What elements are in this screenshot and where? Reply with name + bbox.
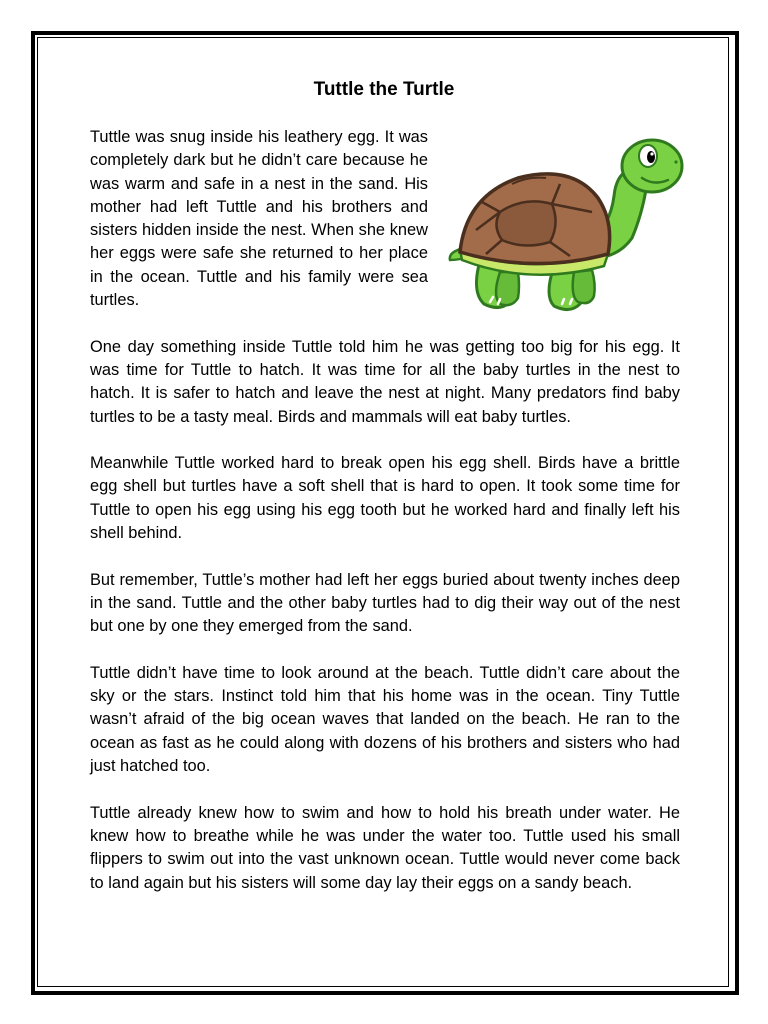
paragraph-6: Tuttle already knew how to swim and how to hold his breath under water. He knew how to breathe while he was under the water too. Tuttle used his small flippers to swim out into the vast unknown ocean. Tuttle would never come back to land again but his sisters will some day lay their eggs on a sandy beach.	[90, 803, 680, 892]
turtle-icon	[442, 126, 692, 321]
paragraph-1: Tuttle was snug inside his leathery egg. It was completely dark but he didn’t care because he was warm and safe in a nest in the sand. His mother had left Tuttle and his brothers and sisters hidden inside the nest. When she knew her eggs were safe she returned to her place in the ocean. Tuttle and his family were sea turtles.	[90, 128, 428, 310]
document-title: Tuttle the Turtle	[313, 79, 455, 100]
paragraph-5: Tuttle didn’t have time to look around at the beach. Tuttle didn’t care about the sky or the stars. Instinct told him that his home was in the ocean. Tiny Tuttle wasn’t afraid of the big ocean waves that landed on the beach. He ran to the ocean as fast as he could along with dozens of his brothers and sisters who had just hatched too.	[90, 663, 680, 776]
story-body	[90, 126, 680, 918]
paragraph-3: Meanwhile Tuttle worked hard to break open his egg shell. Birds have a brittle egg shell but turtles have a soft shell that is hard to open. It took some time for Tuttle to open his egg using his egg tooth but he worked hard and finally left his shell behind.	[90, 454, 680, 543]
paragraph-4: But remember, Tuttle’s mother had left her eggs buried about twenty inches deep in the sand. Tuttle and the other baby turtles had to dig their way out of the nest but one by one they emerged from the sand.	[90, 570, 680, 636]
paragraph-2: One day something inside Tuttle told him he was getting too big for his egg. It was time for Tuttle to hatch. It was time for all the baby turtles in the nest to hatch. It is safer to hatch and leave the nest at night. Many predators find baby turtles to be a tasty meal. Birds and mammals will eat baby turtles.	[90, 337, 680, 426]
